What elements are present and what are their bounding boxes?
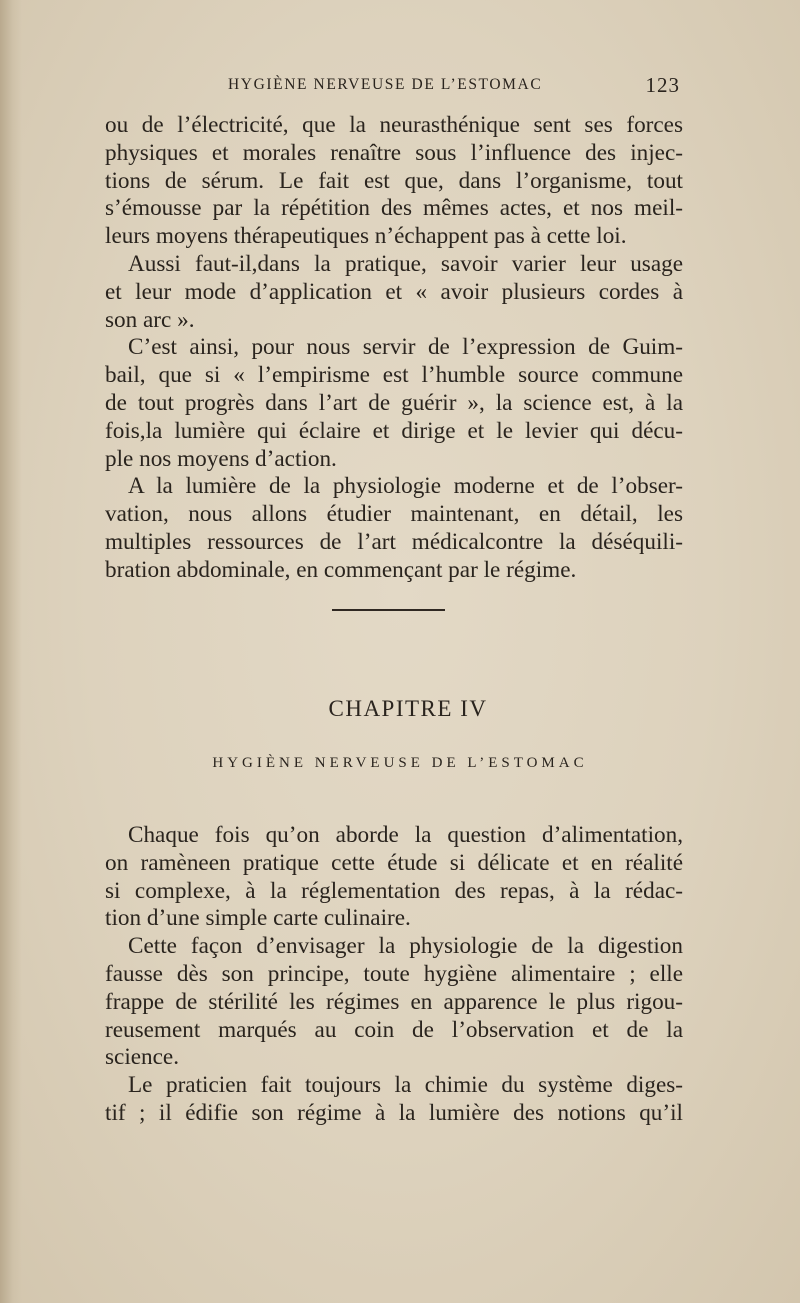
text-line: et leur mode d’application et « avoir plusieurs cordes à	[105, 278, 683, 305]
chapter-title: CHAPITRE IV	[328, 696, 488, 721]
body-text-bottom	[105, 822, 683, 1128]
page-number: 123	[645, 73, 680, 97]
text-line: on ramèneen pratique cette étude si délicate et en réalité	[105, 849, 683, 876]
text-line: son arc ».	[105, 306, 195, 333]
text-line: reusement marqués au coin de l’observation et de la	[105, 1016, 683, 1043]
text-line: s’émousse par la répétition des mêmes actes, et nos meil-	[105, 195, 683, 222]
text-line: Cette façon d’envisager la physiologie de la digestion	[128, 933, 683, 960]
text-line: C’est ainsi, pour nous servir de l’expression de Guim-	[128, 334, 683, 361]
text-line: tions de sérum. Le fait est que, dans l’organisme, tout	[105, 167, 683, 194]
text-line: Aussi faut-il,dans la pratique, savoir varier leur usage	[128, 250, 683, 277]
text-line: tif ; il édifie son régime à la lumière des notions qu’il	[105, 1099, 683, 1126]
text-line: Le praticien fait toujours la chimie du système diges-	[128, 1072, 683, 1099]
text-line: multiples ressources de l’art médicalcontre la déséquili-	[105, 528, 683, 555]
running-title: HYGIÈNE NERVEUSE DE L’ESTOMAC	[228, 76, 543, 93]
binding-shadow	[0, 0, 22, 1303]
text-line: bration abdominale, en commençant par le régime.	[105, 556, 577, 583]
text-line: A la lumière de la physiologie moderne et de l’obser-	[128, 473, 683, 500]
text-line: de tout progrès dans l’art de guérir », la science est, à la	[105, 389, 683, 416]
text-line: ple nos moyens d’action.	[105, 445, 337, 472]
text-line: bail, que si « l’empirisme est l’humble source commune	[105, 362, 683, 389]
text-line: leurs moyens thérapeutiques n’échappent pas à cette loi.	[105, 223, 627, 250]
text-line: ou de l’électricité, que la neurasthénique sent ses forces	[105, 112, 683, 138]
text-line: fausse dès son principe, toute hygiène alimentaire ; elle	[105, 960, 683, 987]
text-line: science.	[105, 1044, 180, 1071]
chapter-subtitle: HYGIÈNE NERVEUSE DE L’ESTOMAC	[212, 755, 588, 771]
text-line: Chaque fois qu’on aborde la question d’alimentation,	[128, 822, 683, 848]
text-line: frappe de stérilité les régimes en apparence le plus rigou-	[105, 988, 683, 1015]
text-line: si complexe, à la réglementation des repas, à la rédac-	[105, 877, 683, 904]
section-divider	[332, 609, 445, 611]
text-line: fois,la lumière qui éclaire et dirige et le levier qui décu-	[105, 417, 683, 444]
text-line: tion d’une simple carte culinaire.	[105, 905, 411, 932]
body-text-top	[105, 112, 683, 585]
running-head	[200, 73, 680, 100]
text-line: physiques et morales renaître sous l’influence des injec-	[105, 139, 683, 166]
text-line: vation, nous allons étudier maintenant, en détail, les	[105, 501, 683, 528]
